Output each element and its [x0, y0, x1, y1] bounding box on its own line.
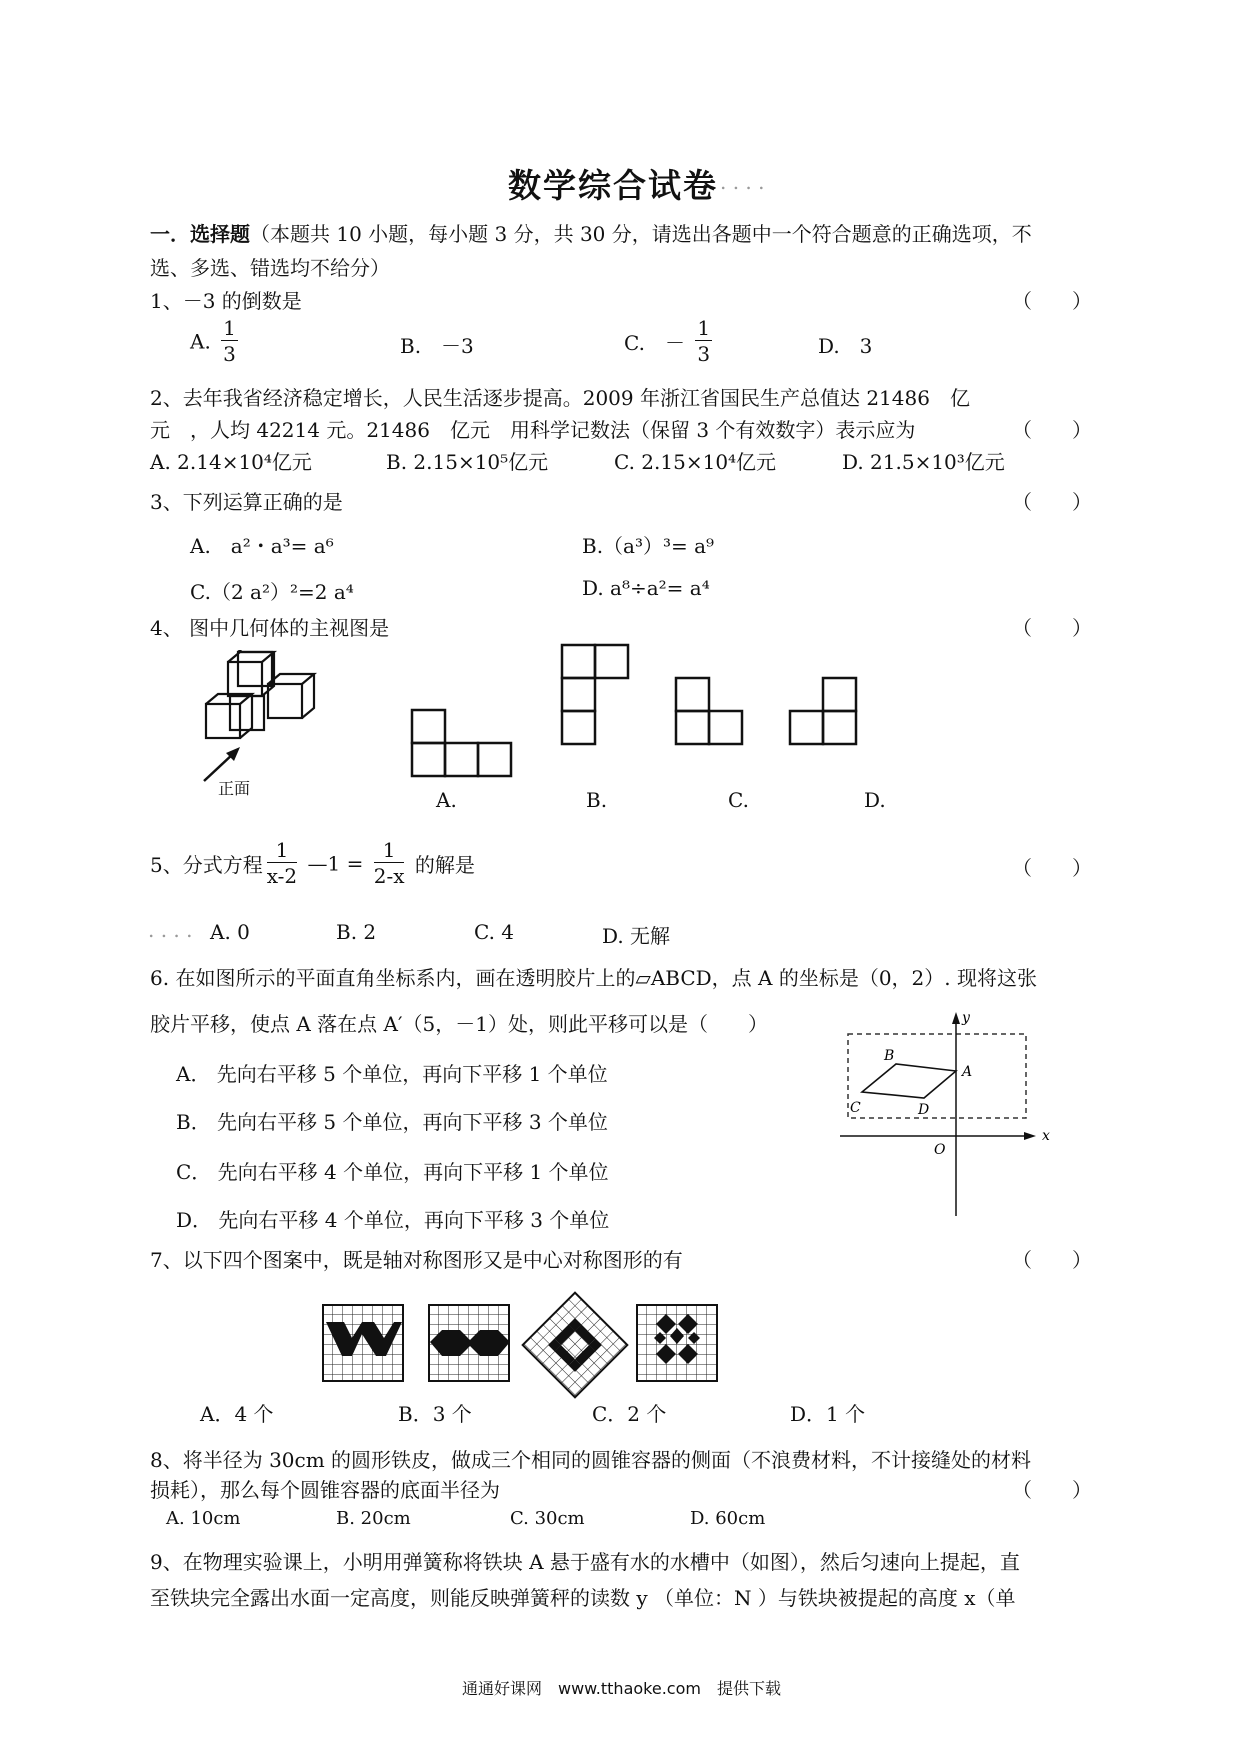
q1-option-c-fraction: [695, 316, 712, 367]
q4-option-d: D.: [864, 788, 886, 812]
footer-text: 通通好课网 www.tthaoke.com 提供下载: [462, 1679, 781, 1698]
q5-f2-numerator: 1: [374, 838, 405, 863]
graph-label-b: B: [884, 1048, 895, 1064]
q7-pattern-3: [520, 1290, 630, 1400]
q2-line2: 元 ，人均 42214 元。21486 亿元 用科学记数法（保留 3 个有效数字）表示应为: [150, 418, 916, 442]
q8-line2: 损耗），那么每个圆锥容器的底面半径为: [150, 1478, 500, 1502]
q5-option-a: A. 0: [210, 920, 250, 944]
q4-option-c: C.: [728, 788, 749, 812]
q7-option-b: B．3 个: [398, 1402, 472, 1426]
graph-label-a: A: [962, 1064, 973, 1080]
q6-option-c: C． 先向右平移 4 个单位，再向下平移 1 个单位: [176, 1160, 609, 1184]
q1-option-a-fraction: [221, 316, 238, 367]
q8-option-c: C. 30cm: [510, 1508, 585, 1529]
q6-coordinate-graph: [840, 1008, 1070, 1218]
q1-answer-paren: （ ）: [1012, 289, 1092, 313]
title-dots: . . . .: [720, 170, 765, 194]
q5-option-c: C. 4: [474, 920, 515, 944]
q2-option-d: D. 21.5×10³亿元: [842, 450, 1005, 474]
graph-label-origin: O: [934, 1142, 946, 1158]
q4-option-c-figure: [674, 676, 746, 746]
q1-option-a: [190, 316, 242, 367]
q7-pattern-1: [322, 1304, 406, 1384]
q3-option-a: A. a²・a³= a⁶: [190, 534, 334, 558]
q8-option-d: D. 60cm: [690, 1508, 766, 1529]
q5-prefix: 5、分式方程: [150, 853, 263, 877]
q7-pattern-4: [636, 1304, 720, 1384]
q5-f1-numerator: 1: [267, 838, 297, 863]
q5-stem: [150, 838, 475, 889]
section-note-2: 选、多选、错选均不给分）: [150, 256, 390, 280]
q5-f1-denominator: x-2: [266, 864, 298, 888]
q1-option-a-label: A.: [190, 329, 211, 354]
q2-option-c: C. 2.15×10⁴亿元: [614, 450, 777, 474]
q1-a-numerator: 1: [223, 316, 236, 340]
q8-option-b: B. 20cm: [336, 1508, 411, 1529]
q3-option-c: C.（2 a²）²=2 a⁴: [190, 580, 354, 604]
q5-fraction-right: [374, 838, 405, 889]
q6-option-b: B． 先向右平移 5 个单位，再向下平移 3 个单位: [176, 1110, 608, 1134]
q4-front-label: 正面: [218, 779, 251, 798]
graph-label-x: x: [1042, 1128, 1050, 1144]
page-title: 数学综合试卷: [508, 166, 718, 205]
q8-line1: 8、将半径为 30cm 的圆形铁皮，做成三个相同的圆锥容器的侧面（不浪费材料，不计接缝处的材料: [150, 1448, 1032, 1472]
q1-option-d: D. 3: [818, 334, 873, 358]
q6-option-a: A． 先向右平移 5 个单位，再向下平移 1 个单位: [176, 1062, 608, 1086]
q2-line1: 2、去年我省经济稳定增长，人民生活逐步提高。2009 年浙江省国民生产总值达 21486 亿: [150, 386, 970, 410]
q7-pattern-2: [428, 1304, 512, 1384]
q5-middle: —1 =: [307, 851, 364, 876]
q9-line1: 9、在物理实验课上，小明用弹簧称将铁块 A 悬于盛有水的水槽中（如图），然后匀速向上提起，直: [150, 1550, 1020, 1574]
q1-option-c: [624, 316, 716, 367]
q6-option-d: D． 先向右平移 4 个单位，再向下平移 3 个单位: [176, 1208, 610, 1232]
q5-answer-paren: （ ）: [1012, 856, 1092, 880]
q1-stem: 1、－3 的倒数是: [150, 289, 302, 313]
q4-option-d-figure: [788, 676, 860, 746]
section-heading: 一．选择题: [150, 222, 250, 246]
q4-option-a-figure: [410, 708, 514, 778]
q8-answer-paren: （ ）: [1012, 1478, 1092, 1502]
section-heading-line: [150, 218, 1032, 247]
q1-a-denominator: 3: [223, 342, 236, 366]
q3-stem: 3、下列运算正确的是: [150, 490, 343, 514]
q7-option-c: C．2 个: [592, 1402, 667, 1426]
q7-option-a: A．4 个: [200, 1402, 274, 1426]
q3-option-d: D. a⁸÷a²= a⁴: [582, 576, 710, 600]
q4-option-a: A.: [436, 788, 457, 812]
q6-line1: 6. 在如图所示的平面直角坐标系内，画在透明胶片上的▱ABCD，点 A 的坐标是（0，2）. 现将这张: [150, 966, 1037, 990]
q7-option-d: D．1 个: [790, 1402, 866, 1426]
q2-answer-paren: （ ）: [1012, 418, 1092, 442]
q1-option-b: B. －3: [400, 334, 474, 358]
q5-option-b: B. 2: [336, 920, 377, 944]
q6-line2: 胶片平移，使点 A 落在点 A′（5，－1）处，则此平移可以是（ ）: [150, 1012, 768, 1036]
q2-option-b: B. 2.15×10⁵亿元: [386, 450, 549, 474]
q5-dots: . . . .: [148, 918, 193, 942]
q2-option-a: A. 2.14×10⁴亿元: [150, 450, 312, 474]
q1-option-c-label: C. －: [624, 331, 685, 355]
q4-option-b-figure: [560, 643, 632, 747]
q1-c-denominator: 3: [697, 342, 711, 366]
q4-stem: 4、 图中几何体的主视图是: [150, 616, 390, 640]
graph-label-y: y: [962, 1010, 970, 1026]
q8-option-a: A. 10cm: [166, 1508, 241, 1529]
graph-label-d: D: [918, 1102, 930, 1118]
q7-answer-paren: （ ）: [1012, 1248, 1092, 1272]
q4-option-b: B.: [586, 788, 608, 812]
section-note: （本题共 10 小题，每小题 3 分，共 30 分，请选出各题中一个符合题意的正确选项，不: [250, 222, 1032, 246]
q7-stem: 7、以下四个图案中，既是轴对称图形又是中心对称图形的有: [150, 1248, 683, 1272]
q3-answer-paren: （ ）: [1012, 490, 1092, 514]
q5-option-d: D. 无解: [602, 924, 671, 948]
q1-c-numerator: 1: [697, 316, 711, 340]
q5-fraction-left: [267, 838, 297, 889]
q5-suffix: 的解是: [414, 853, 475, 877]
graph-label-c: C: [850, 1100, 861, 1116]
q9-line2: 至铁块完全露出水面一定高度，则能反映弹簧秤的读数 y （单位：N ）与铁块被提起的高度 x（单: [150, 1586, 1016, 1610]
q3-option-b: B.（a³）³= a⁹: [582, 534, 715, 558]
q4-answer-paren: （ ）: [1012, 616, 1092, 640]
q5-f2-denominator: 2-x: [373, 864, 405, 888]
